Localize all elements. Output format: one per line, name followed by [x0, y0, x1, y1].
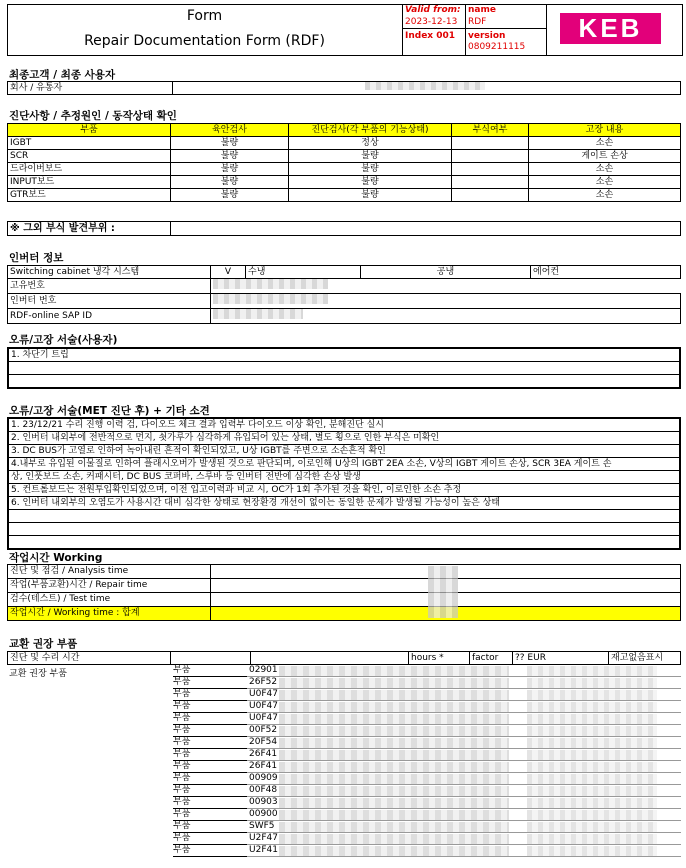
- part-description-redacted: [279, 762, 509, 772]
- part-code: 00F52: [249, 725, 278, 735]
- part-price-redacted: [527, 666, 657, 676]
- working-values-redacted: [428, 566, 458, 618]
- part-price-redacted: [527, 834, 657, 844]
- name-value: RDF: [468, 17, 487, 27]
- sap-value: [211, 309, 681, 324]
- part-code: 20F54: [249, 737, 278, 747]
- part-code: SWF5: [249, 821, 275, 831]
- inverter-no-value: [211, 294, 681, 309]
- parts-cell: [171, 652, 251, 665]
- diag-visual: 불량: [171, 150, 289, 163]
- keb-logo: KEB: [560, 13, 661, 44]
- table-row: [8, 150, 681, 163]
- met-error-line: 4.내부로 유입된 이물질로 인하여 플래시오버가 발생된 것으로 판단되며, 이로인해 U상의 IGBT 2EA 소손, V상의 IGBT 게이트 손상, SCR 3EA 게이트 손: [8, 458, 680, 471]
- diag-part: INPUT보드: [8, 176, 171, 189]
- table-row: [7, 821, 681, 833]
- corrosion-value: [171, 222, 681, 236]
- diag-repair-time-label: 진단 및 수리 시간: [8, 652, 171, 665]
- part-type-label: 부품: [173, 773, 247, 785]
- page-title: Repair Documentation Form (RDF): [84, 33, 325, 49]
- part-price-redacted: [527, 798, 657, 808]
- header-hline: [402, 28, 546, 29]
- inverter-heading: 인버터 정보: [9, 252, 64, 264]
- part-type-label: 부품: [173, 689, 247, 701]
- met-error-line: 2. 인버터 내외부에 전반적으로 먼지, 쇳가루가 심각하게 유입되어 있는 상태, 별도 횡으로 인한 부식은 미확인: [8, 432, 680, 445]
- part-description-redacted: [279, 846, 509, 856]
- diag-corrosion: [452, 163, 529, 176]
- part-description-redacted: [279, 786, 509, 796]
- diag-visual: 불량: [171, 163, 289, 176]
- part-type-label: 부품: [173, 737, 247, 749]
- table-row: [7, 833, 681, 845]
- index-label: Index 001: [405, 31, 456, 41]
- met-error-line: 6. 인버터 내외부의 오염도가 사용시간 대비 심각한 상태로 현장환경 개선이 없이는 동일한 문제가 발생될 가능성이 높은 상태: [8, 497, 680, 510]
- part-description-redacted: [279, 702, 509, 712]
- part-price-redacted: [527, 810, 657, 820]
- table-row: [7, 677, 681, 689]
- diag-function: 정상: [289, 137, 452, 150]
- part-price-redacted: [527, 690, 657, 700]
- part-type-label: 부품: [173, 713, 247, 725]
- part-code: 00903: [249, 797, 278, 807]
- factor-label: factor: [470, 652, 513, 665]
- user-error-empty: [8, 362, 680, 375]
- working-row-label: 작업(부품교환)시간 / Repair time: [8, 579, 211, 593]
- name-label: name: [468, 5, 496, 15]
- part-description-redacted: [279, 690, 509, 700]
- sap-label: RDF-online SAP ID: [8, 309, 211, 324]
- header-divider-1: [402, 4, 403, 55]
- part-type-label: 부품: [173, 833, 247, 845]
- part-price-redacted: [527, 702, 657, 712]
- part-type-label: 부품: [173, 665, 247, 677]
- part-code: 02901: [249, 665, 278, 675]
- diag-part: GTR보드: [8, 189, 171, 202]
- table-row: [7, 785, 681, 797]
- part-description-redacted: [279, 774, 509, 784]
- diag-visual: 불량: [171, 137, 289, 150]
- diag-header-fault: 고장 내용: [529, 124, 681, 137]
- diag-visual: 불량: [171, 189, 289, 202]
- part-description-redacted: [279, 750, 509, 760]
- version-label: version: [468, 31, 506, 41]
- part-price-redacted: [527, 738, 657, 748]
- user-error-table: [7, 347, 681, 389]
- diag-function: 불량: [289, 189, 452, 202]
- part-description-redacted: [279, 834, 509, 844]
- met-error-heading: 오류/고장 서술(MET 진단 후) + 기타 소견: [9, 405, 210, 417]
- part-code: U0F47: [249, 689, 278, 699]
- diag-part: 드라이버보드: [8, 163, 171, 176]
- corrosion-table: [7, 221, 681, 236]
- table-row: [7, 761, 681, 773]
- diag-header-part: 부품: [8, 124, 171, 137]
- met-error-line: 5. 컨트롤보드는 전원투입확인되었으며, 이전 입고이력과 비교 시, OC가 1회 추가된 것을 확인, 이로인한 소손 추정: [8, 484, 680, 497]
- hours-label: hours *: [409, 652, 470, 665]
- table-row: [7, 773, 681, 785]
- serial-label: 고유번호: [8, 279, 211, 294]
- part-price-redacted: [527, 714, 657, 724]
- diag-fault: 게이트 손상: [529, 150, 681, 163]
- working-row-label: 진단 및 점검 / Analysis time: [8, 565, 211, 579]
- switching-label: Switching cabinet 냉각 시스템: [8, 266, 211, 279]
- diag-fault: 소손: [529, 137, 681, 150]
- parts-table: [7, 651, 681, 665]
- rec-parts-label: 교환 권장 부품: [9, 669, 67, 679]
- part-price-redacted: [527, 786, 657, 796]
- part-type-label: 부품: [173, 761, 247, 773]
- table-row: [7, 725, 681, 737]
- row-divider: [247, 856, 681, 857]
- part-code: U0F47: [249, 713, 278, 723]
- user-error-empty: [8, 375, 680, 389]
- part-description-redacted: [279, 798, 509, 808]
- part-code: 26F52: [249, 677, 278, 687]
- eur-label: ?? EUR: [513, 652, 609, 665]
- part-type-label: 부품: [173, 785, 247, 797]
- part-description-redacted: [279, 726, 509, 736]
- diag-corrosion: [452, 150, 529, 163]
- part-code: 00F48: [249, 785, 278, 795]
- table-row: [8, 189, 681, 202]
- version-value: 0809211115: [468, 42, 526, 52]
- diagnosis-heading: 진단사항 / 추정원인 / 동작상태 확인: [9, 110, 177, 122]
- v-label: V: [211, 266, 246, 279]
- diag-part: IGBT: [8, 137, 171, 150]
- met-error-empty: [8, 510, 680, 523]
- part-description-redacted: [279, 714, 509, 724]
- part-description-redacted: [279, 678, 509, 688]
- part-type-label: 부품: [173, 821, 247, 833]
- part-code: U0F47: [249, 701, 278, 711]
- part-price-redacted: [527, 726, 657, 736]
- diag-function: 불량: [289, 176, 452, 189]
- part-type-label: 부품: [173, 677, 247, 689]
- part-description-redacted: [279, 666, 509, 676]
- table-row: [7, 809, 681, 821]
- table-row: [7, 737, 681, 749]
- company-label: 회사 / 유통자: [8, 82, 173, 95]
- diag-header-visual: 육안검사: [171, 124, 289, 137]
- customer-heading: 최종고객 / 최종 사용자: [9, 69, 116, 81]
- serial-value: [211, 279, 681, 294]
- diagnosis-table: [7, 123, 681, 202]
- table-row: [7, 749, 681, 761]
- table-row: [7, 797, 681, 809]
- part-description-redacted: [279, 822, 509, 832]
- part-code: 00900: [249, 809, 278, 819]
- inverter-table: [7, 265, 681, 324]
- met-error-empty: [8, 536, 680, 550]
- diag-visual: 불량: [171, 176, 289, 189]
- table-row: [8, 137, 681, 150]
- part-type-label: 부품: [173, 701, 247, 713]
- water-cooling-label: 수냉: [246, 266, 361, 279]
- company-value: [173, 82, 681, 95]
- part-price-redacted: [527, 750, 657, 760]
- part-type-label: 부품: [173, 809, 247, 821]
- part-price-redacted: [527, 762, 657, 772]
- customer-table: [7, 81, 681, 95]
- part-type-label: 부품: [173, 725, 247, 737]
- working-table: [7, 564, 681, 621]
- part-price-redacted: [527, 822, 657, 832]
- met-error-line: 1. 23/12/21 수리 진행 이력 검, 다이오드 체크 결과 입력부 다이오드 이상 확인, 분해진단 실시: [8, 418, 680, 432]
- user-error-line: 1. 차단기 트립: [8, 348, 680, 362]
- inverter-no-label: 인버터 번호: [8, 294, 211, 309]
- part-code: 26F41: [249, 761, 278, 771]
- table-row: [8, 163, 681, 176]
- table-row: [7, 701, 681, 713]
- diag-part: SCR: [8, 150, 171, 163]
- met-error-line: 3. DC BUS가 고열로 인하여 녹아내린 흔적이 확인되었고, U상 IGBT를 주변으로 소손흔적 확인: [8, 445, 680, 458]
- parts-cell: [251, 652, 409, 665]
- form-label: Form: [186, 8, 223, 24]
- table-row: [7, 689, 681, 701]
- table-row: [8, 176, 681, 189]
- air-cooling-label: 공냉: [361, 266, 531, 279]
- header-divider-2: [465, 4, 466, 55]
- valid-from-label: Valid from:: [405, 5, 461, 15]
- diag-corrosion: [452, 137, 529, 150]
- table-row: [7, 713, 681, 725]
- corrosion-label: ※ 그외 부식 발견부위 :: [8, 222, 171, 236]
- part-code: U2F41: [249, 845, 278, 855]
- aircon-label: 에어컨: [531, 266, 681, 279]
- working-total-label: 작업시간 / Working time : 합계: [8, 607, 211, 621]
- diag-corrosion: [452, 176, 529, 189]
- met-error-empty: [8, 523, 680, 536]
- part-code: 00909: [249, 773, 278, 783]
- part-price-redacted: [527, 774, 657, 784]
- diag-header-corrosion: 부식여부: [452, 124, 529, 137]
- diag-header-function: 진단검사(각 부품의 기능상태): [289, 124, 452, 137]
- part-description-redacted: [279, 738, 509, 748]
- part-code: U2F47: [249, 833, 278, 843]
- table-row: [7, 845, 681, 857]
- part-type-label: 부품: [173, 845, 247, 857]
- part-price-redacted: [527, 678, 657, 688]
- diag-fault: 소손: [529, 189, 681, 202]
- table-row: [7, 665, 681, 677]
- diag-function: 불량: [289, 150, 452, 163]
- part-price-redacted: [527, 846, 657, 856]
- part-description-redacted: [279, 810, 509, 820]
- parts-heading: 교환 권장 부품: [9, 638, 78, 650]
- met-error-table: [7, 417, 681, 550]
- diag-fault: 소손: [529, 163, 681, 176]
- part-type-label: 부품: [173, 797, 247, 809]
- user-error-heading: 오류/고장 서술(사용자): [9, 334, 118, 346]
- part-type-label: 부품: [173, 749, 247, 761]
- working-heading: 작업시간 Working: [9, 552, 103, 564]
- header-divider-3: [546, 4, 547, 55]
- diag-corrosion: [452, 189, 529, 202]
- working-row-label: 검수(테스트) / Test time: [8, 593, 211, 607]
- met-error-line: 상, 인풋보드 소손, 커패시터, DC BUS 코퍼바, 스루바 등 인버터 전반에 심각한 손상 발생: [8, 471, 680, 484]
- diag-function: 불량: [289, 163, 452, 176]
- stock-label: 재고없음표시: [609, 652, 681, 665]
- part-code: 26F41: [249, 749, 278, 759]
- diag-fault: 소손: [529, 176, 681, 189]
- valid-from-date: 2023-12-13: [405, 17, 458, 27]
